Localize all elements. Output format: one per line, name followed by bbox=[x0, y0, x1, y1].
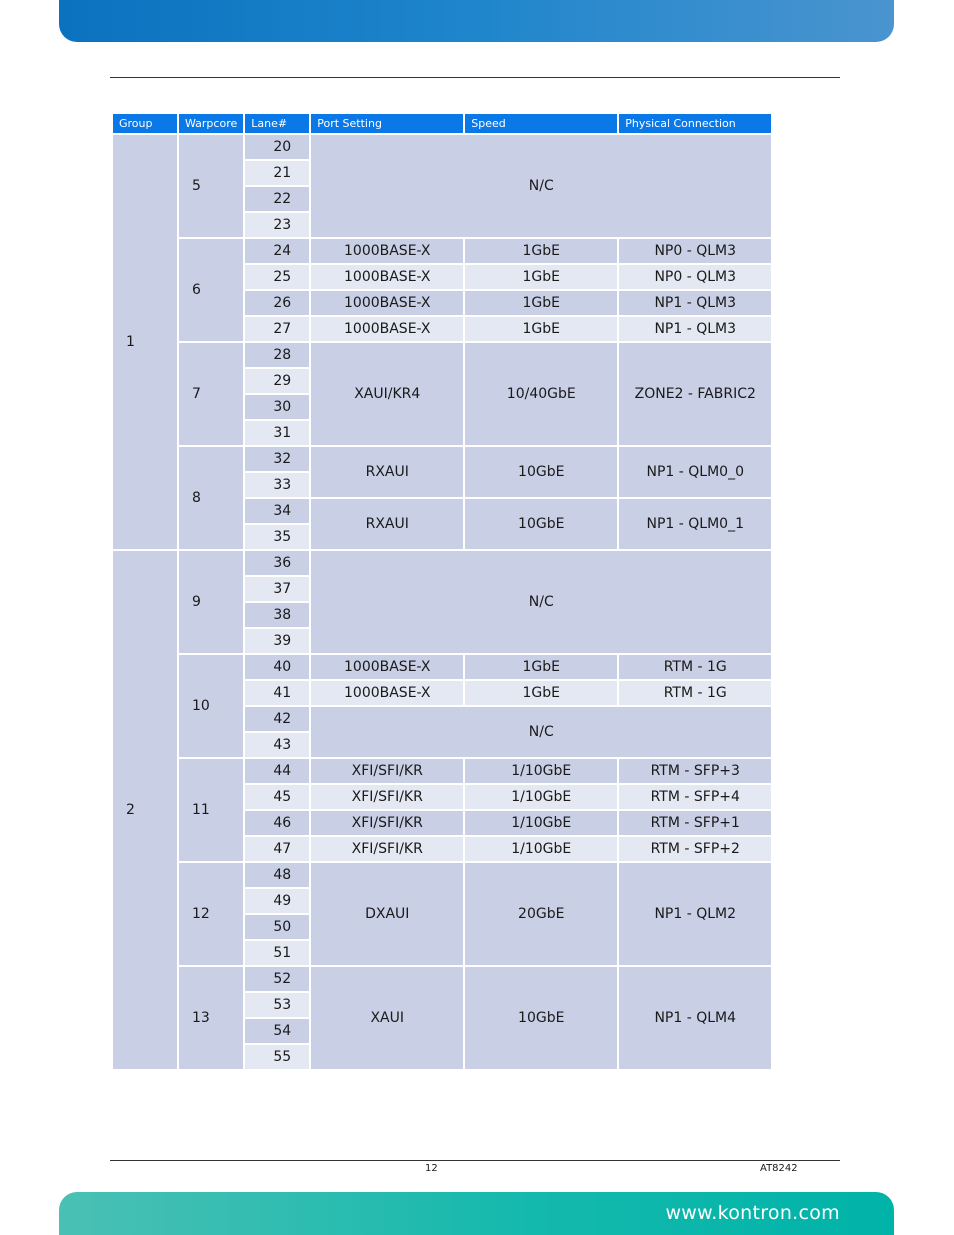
speed-cell: 10GbE bbox=[465, 499, 617, 549]
table-row bbox=[113, 343, 771, 367]
lane-cell: 42 bbox=[245, 707, 309, 731]
lane-cell: 47 bbox=[245, 837, 309, 861]
document-id: AT8242 bbox=[760, 1163, 798, 1174]
table-header-row bbox=[113, 114, 771, 133]
table-body bbox=[113, 135, 771, 1069]
physical-connection-cell: RTM - SFP+2 bbox=[619, 837, 771, 861]
table-row bbox=[113, 551, 771, 575]
physical-connection-cell: RTM - SFP+3 bbox=[619, 759, 771, 783]
physical-connection-cell: NP1 - QLM3 bbox=[619, 291, 771, 315]
warpcore-cell: 5 bbox=[179, 135, 243, 237]
header-port-setting: Port Setting bbox=[311, 114, 463, 133]
speed-cell: 1GbE bbox=[465, 291, 617, 315]
speed-cell: 1/10GbE bbox=[465, 837, 617, 861]
lane-cell: 39 bbox=[245, 629, 309, 653]
lane-cell: 27 bbox=[245, 317, 309, 341]
port-setting-cell: 1000BASE-X bbox=[311, 265, 463, 289]
lane-cell: 38 bbox=[245, 603, 309, 627]
lane-cell: 51 bbox=[245, 941, 309, 965]
port-setting-cell: XFI/SFI/KR bbox=[311, 811, 463, 835]
lane-cell: 55 bbox=[245, 1045, 309, 1069]
lane-cell: 40 bbox=[245, 655, 309, 679]
physical-connection-cell: NP1 - QLM0_0 bbox=[619, 447, 771, 497]
port-setting-cell: 1000BASE-X bbox=[311, 239, 463, 263]
physical-connection-cell: NP0 - QLM3 bbox=[619, 265, 771, 289]
table-row bbox=[113, 655, 771, 679]
physical-connection-cell: NP1 - QLM2 bbox=[619, 863, 771, 965]
warpcore-cell: 7 bbox=[179, 343, 243, 445]
port-setting-cell: 1000BASE-X bbox=[311, 291, 463, 315]
header-speed: Speed bbox=[465, 114, 617, 133]
lane-cell: 20 bbox=[245, 135, 309, 159]
lane-cell: 48 bbox=[245, 863, 309, 887]
lane-cell: 22 bbox=[245, 187, 309, 211]
physical-connection-cell: NP1 - QLM0_1 bbox=[619, 499, 771, 549]
website-url[interactable]: www.kontron.com bbox=[665, 1202, 840, 1224]
port-setting-cell: XFI/SFI/KR bbox=[311, 785, 463, 809]
port-setting-cell: XFI/SFI/KR bbox=[311, 759, 463, 783]
port-setting-cell: XFI/SFI/KR bbox=[311, 837, 463, 861]
warpcore-cell: 13 bbox=[179, 967, 243, 1069]
lane-cell: 53 bbox=[245, 993, 309, 1017]
table-row bbox=[113, 967, 771, 991]
footer-rule bbox=[110, 1160, 840, 1161]
port-setting-cell: 1000BASE-X bbox=[311, 317, 463, 341]
warpcore-cell: 9 bbox=[179, 551, 243, 653]
speed-cell: 10GbE bbox=[465, 967, 617, 1069]
table-row bbox=[113, 135, 771, 159]
lane-cell: 25 bbox=[245, 265, 309, 289]
lane-cell: 37 bbox=[245, 577, 309, 601]
lane-cell: 24 bbox=[245, 239, 309, 263]
lane-mapping-table bbox=[111, 112, 773, 1071]
not-connected-cell: N/C bbox=[311, 551, 771, 653]
lane-cell: 21 bbox=[245, 161, 309, 185]
lane-cell: 44 bbox=[245, 759, 309, 783]
lane-cell: 52 bbox=[245, 967, 309, 991]
lane-cell: 29 bbox=[245, 369, 309, 393]
header-rule bbox=[110, 77, 840, 78]
lane-cell: 26 bbox=[245, 291, 309, 315]
lane-cell: 33 bbox=[245, 473, 309, 497]
table-row bbox=[113, 759, 771, 783]
speed-cell: 1GbE bbox=[465, 681, 617, 705]
lane-cell: 31 bbox=[245, 421, 309, 445]
speed-cell: 1GbE bbox=[465, 265, 617, 289]
lane-cell: 54 bbox=[245, 1019, 309, 1043]
warpcore-cell: 11 bbox=[179, 759, 243, 861]
speed-cell: 1/10GbE bbox=[465, 811, 617, 835]
not-connected-cell: N/C bbox=[311, 135, 771, 237]
table-row bbox=[113, 863, 771, 887]
physical-connection-cell: NP0 - QLM3 bbox=[619, 239, 771, 263]
lane-cell: 34 bbox=[245, 499, 309, 523]
not-connected-cell: N/C bbox=[311, 707, 771, 757]
speed-cell: 10GbE bbox=[465, 447, 617, 497]
lane-cell: 43 bbox=[245, 733, 309, 757]
header-group: Group bbox=[113, 114, 177, 133]
lane-cell: 41 bbox=[245, 681, 309, 705]
lane-cell: 35 bbox=[245, 525, 309, 549]
speed-cell: 1GbE bbox=[465, 239, 617, 263]
warpcore-cell: 12 bbox=[179, 863, 243, 965]
header-band bbox=[59, 0, 894, 42]
lane-cell: 45 bbox=[245, 785, 309, 809]
physical-connection-cell: RTM - 1G bbox=[619, 681, 771, 705]
group-cell: 2 bbox=[113, 551, 177, 1069]
table-row bbox=[113, 239, 771, 263]
page-number: 12 bbox=[425, 1163, 438, 1174]
physical-connection-cell: NP1 - QLM3 bbox=[619, 317, 771, 341]
header-lane: Lane# bbox=[245, 114, 309, 133]
port-setting-cell: RXAUI bbox=[311, 499, 463, 549]
physical-connection-cell: NP1 - QLM4 bbox=[619, 967, 771, 1069]
table-row bbox=[113, 447, 771, 471]
physical-connection-cell: RTM - SFP+4 bbox=[619, 785, 771, 809]
header-physical-connection: Physical Connection bbox=[619, 114, 771, 133]
port-setting-cell: DXAUI bbox=[311, 863, 463, 965]
lane-cell: 23 bbox=[245, 213, 309, 237]
speed-cell: 1/10GbE bbox=[465, 759, 617, 783]
warpcore-cell: 6 bbox=[179, 239, 243, 341]
lane-cell: 50 bbox=[245, 915, 309, 939]
port-setting-cell: XAUI/KR4 bbox=[311, 343, 463, 445]
lane-cell: 30 bbox=[245, 395, 309, 419]
lane-cell: 36 bbox=[245, 551, 309, 575]
footer-band bbox=[59, 1192, 894, 1235]
speed-cell: 1/10GbE bbox=[465, 785, 617, 809]
port-setting-cell: 1000BASE-X bbox=[311, 681, 463, 705]
lane-cell: 32 bbox=[245, 447, 309, 471]
lane-cell: 28 bbox=[245, 343, 309, 367]
speed-cell: 1GbE bbox=[465, 317, 617, 341]
physical-connection-cell: ZONE2 - FABRIC2 bbox=[619, 343, 771, 445]
port-setting-cell: RXAUI bbox=[311, 447, 463, 497]
lane-cell: 46 bbox=[245, 811, 309, 835]
speed-cell: 20GbE bbox=[465, 863, 617, 965]
physical-connection-cell: RTM - 1G bbox=[619, 655, 771, 679]
warpcore-cell: 10 bbox=[179, 655, 243, 757]
physical-connection-cell: RTM - SFP+1 bbox=[619, 811, 771, 835]
port-setting-cell: XAUI bbox=[311, 967, 463, 1069]
speed-cell: 1GbE bbox=[465, 655, 617, 679]
group-cell: 1 bbox=[113, 135, 177, 549]
port-setting-cell: 1000BASE-X bbox=[311, 655, 463, 679]
speed-cell: 10/40GbE bbox=[465, 343, 617, 445]
lane-cell: 49 bbox=[245, 889, 309, 913]
warpcore-cell: 8 bbox=[179, 447, 243, 549]
header-warpcore: Warpcore bbox=[179, 114, 243, 133]
